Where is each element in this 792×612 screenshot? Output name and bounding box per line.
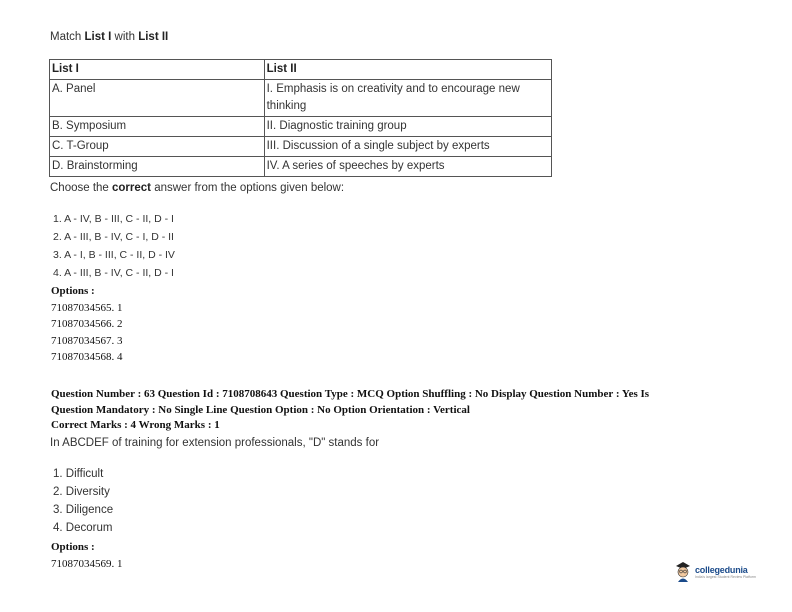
table-row xyxy=(50,157,552,177)
q62-options xyxy=(51,283,123,366)
list-item: 1. Difficult xyxy=(53,468,104,480)
table-cell: D. Brainstorming xyxy=(50,157,265,177)
list-item: 3. Diligence xyxy=(53,504,114,516)
options-label: Options : xyxy=(51,541,95,553)
q63-meta xyxy=(51,387,751,434)
list-item: 1. A - IV, B - III, C - II, D - I xyxy=(53,213,174,225)
table-header-list2: List II xyxy=(264,60,551,80)
table-cell: IV. A series of speeches by experts xyxy=(264,157,551,177)
list-item: 2. A - III, B - IV, C - I, D - II xyxy=(53,231,174,243)
q63-question-text: In ABCDEF of training for extension professionals, "D" stands for xyxy=(50,437,380,449)
match-table xyxy=(49,59,552,177)
q63-meta-line2: Question Mandatory : No Single Line Question Option : No Option Orientation : Vertical xyxy=(51,403,470,416)
choose-instruction: Choose the correct answer from the options given below: xyxy=(50,182,345,194)
list-item: 3. A - I, B - III, C - II, D - IV xyxy=(53,249,175,261)
list-item: 4. A - III, B - IV, C - II, D - I xyxy=(53,267,174,279)
logo-tagline: India's largest Student Review Platform xyxy=(695,575,756,579)
list-item: 71087034567. 3 xyxy=(51,334,123,347)
list-item: 71087034565. 1 xyxy=(51,301,123,314)
options-label: Options : xyxy=(51,285,95,297)
q63-choice-list xyxy=(53,465,113,537)
table-row xyxy=(50,117,552,137)
table-header-row xyxy=(50,60,552,80)
table-cell: III. Discussion of a single subject by experts xyxy=(264,137,551,157)
table-row xyxy=(50,80,552,117)
table-cell: II. Diagnostic training group xyxy=(264,117,551,137)
table-cell: A. Panel xyxy=(50,80,265,117)
table-header-list1: List I xyxy=(50,60,265,80)
list-item: 71087034566. 2 xyxy=(51,318,123,331)
table-row xyxy=(50,137,552,157)
list1-label: List I xyxy=(84,31,112,43)
list-item: 4. Decorum xyxy=(53,522,113,534)
match-instruction: Match List I with List II xyxy=(50,31,169,43)
q63-meta-line1: Question Number : 63 Question Id : 7108708643 Question Type : MCQ Option Shuffling : No Display Question Number : Yes Is xyxy=(51,388,650,400)
logo-name: collegedunia xyxy=(695,565,748,575)
table-cell: B. Symposium xyxy=(50,117,265,137)
q62-choice-list xyxy=(53,210,175,282)
list2-label: List II xyxy=(138,31,169,43)
list-item: 2. Diversity xyxy=(53,486,110,498)
q63-marks: Correct Marks : 4 Wrong Marks : 1 xyxy=(51,419,220,432)
collegedunia-logo xyxy=(674,560,756,584)
table-cell: I. Emphasis is on creativity and to encourage new thinking xyxy=(264,80,551,117)
mascot-icon xyxy=(674,561,692,583)
q63-options xyxy=(51,539,123,572)
list-item: 71087034568. 4 xyxy=(51,351,123,364)
table-cell: C. T-Group xyxy=(50,137,265,157)
list-item: 71087034569. 1 xyxy=(51,557,123,570)
